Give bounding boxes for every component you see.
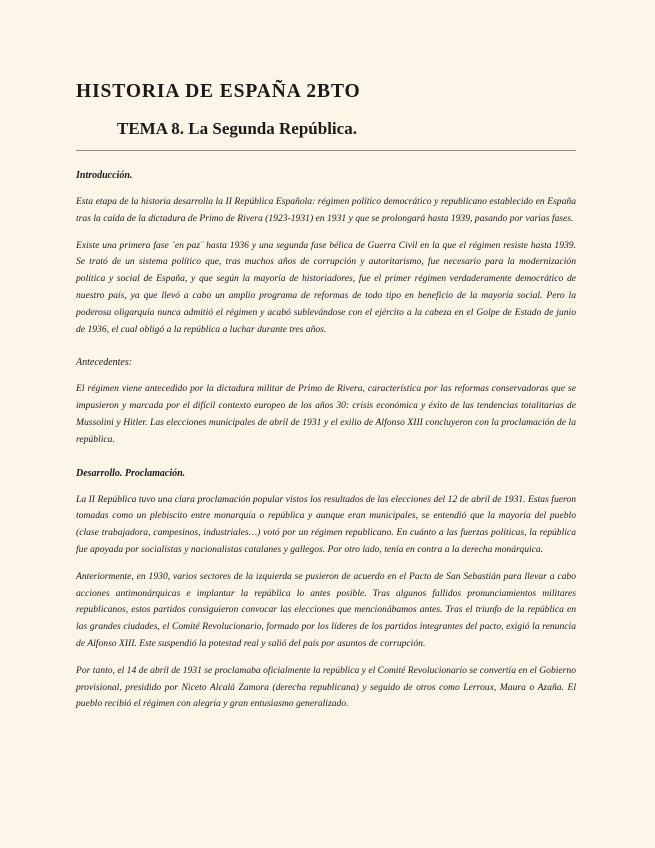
- paragraph-antecedentes-1: El régimen viene antecedido por la dictadura militar de Primo de Rivera, característica por las reformas conservadoras que se impusieron y marcada por el difícil contexto europeo de los años 30: crisis económica y éxito de las tendencias totalitarias de Mussolini y Hitler. Las elecciones municipales de abril de 1931 y el exilio de Alfonso XIII concluyeron con la proclamación de la república.: [76, 383, 576, 445]
- document-page: [76, 80, 576, 713]
- section-heading-desarrollo: Desarrollo. Proclamación.: [76, 467, 186, 479]
- paragraph-intro-1: Esta etapa de la historia desarrolla la II República Española: régimen político democrático y republicano establecido en España tras la caída de la dictadura de Primo de Rivera (1923-1931) en 1931 y que se prolongará hasta 1939, pasando por varias fases.: [76, 196, 576, 224]
- paragraph-desarrollo-1: La II República tuvo una clara proclamación popular vistos los resultados de las elecciones del 12 de abril de 1931. Estas fueron tomadas como un plebiscito entre monarquía o república y aunque eran municipales, se entendió que la mayoría del pueblo (clase trabajadora, campesinos, industriales…) votó por un régimen republicano. En cuánto a las fuerzas políticas, la república fue apoyada por socialistas y nacionalistas catalanes y gallegos. Por otro lado, tenía en contra a la derecha monárquica.: [76, 493, 576, 555]
- section-heading-introduccion: Introducción.: [76, 170, 133, 181]
- document-subtitle: TEMA 8. La Segunda República.: [117, 119, 357, 138]
- paragraph-intro-2: Existe una primera fase ¨en paz¨ hasta 1936 y una segunda fase bélica de Guerra Civil en la que el régimen resiste hasta 1939. Se trató de un sistema político que, tras muchos años de corrupción y autoritarismo, fue necesario para la modernización política y social de España, y que según la mayoría de historiadores, fue el primer régimen verdaderamente democrático de nuestro país, ya que llevó a cabo un amplio programa de reformas de todo tipo en beneficio de la mayoría social. Pero la poderosa oligarquía nunca admitió el régimen y acabó sublevándose con el ejército a la cabeza en el Golpe de Estado de junio de 1936, el cual obligó a la república a luchar durante tres años.: [76, 239, 576, 335]
- paragraph-desarrollo-3: Por tanto, el 14 de abril de 1931 se proclamaba oficialmente la república y el Comité Revolucionario se convertía en el Gobierno provisional, presidido por Niceto Alcalá Zamora (derecha republicana) y seguido de otros como Lerroux, Maura o Azaña. El pueblo recibió el régimen con alegría y gran entusiasmo generalizado.: [76, 664, 576, 710]
- paragraph-desarrollo-2: Anteriormente, en 1930, varios sectores de la izquierda se pusieron de acuerdo en el Pacto de San Sebastián para llevar a cabo acciones antimonárquicas e implantar la república lo antes posible. Tras algunos fallidos pronunciamientos militares republicanos, estos partidos consiguieron convocar las elecciones que mencionábamos antes. Tras el triunfo de la república en las grandes ciudades, el Comité Revolucionario, formado por los líderes de los partidos integrantes del pacto, exigió la renuncia de Alfonso XIII. Este suspendió la potestad real y salió del país por asuntos de corrupción.: [76, 570, 576, 649]
- title-divider: [76, 150, 576, 151]
- document-title: HISTORIA DE ESPAÑA 2BTO: [76, 81, 361, 102]
- section-heading-antecedentes: Antecedentes:: [76, 357, 133, 369]
